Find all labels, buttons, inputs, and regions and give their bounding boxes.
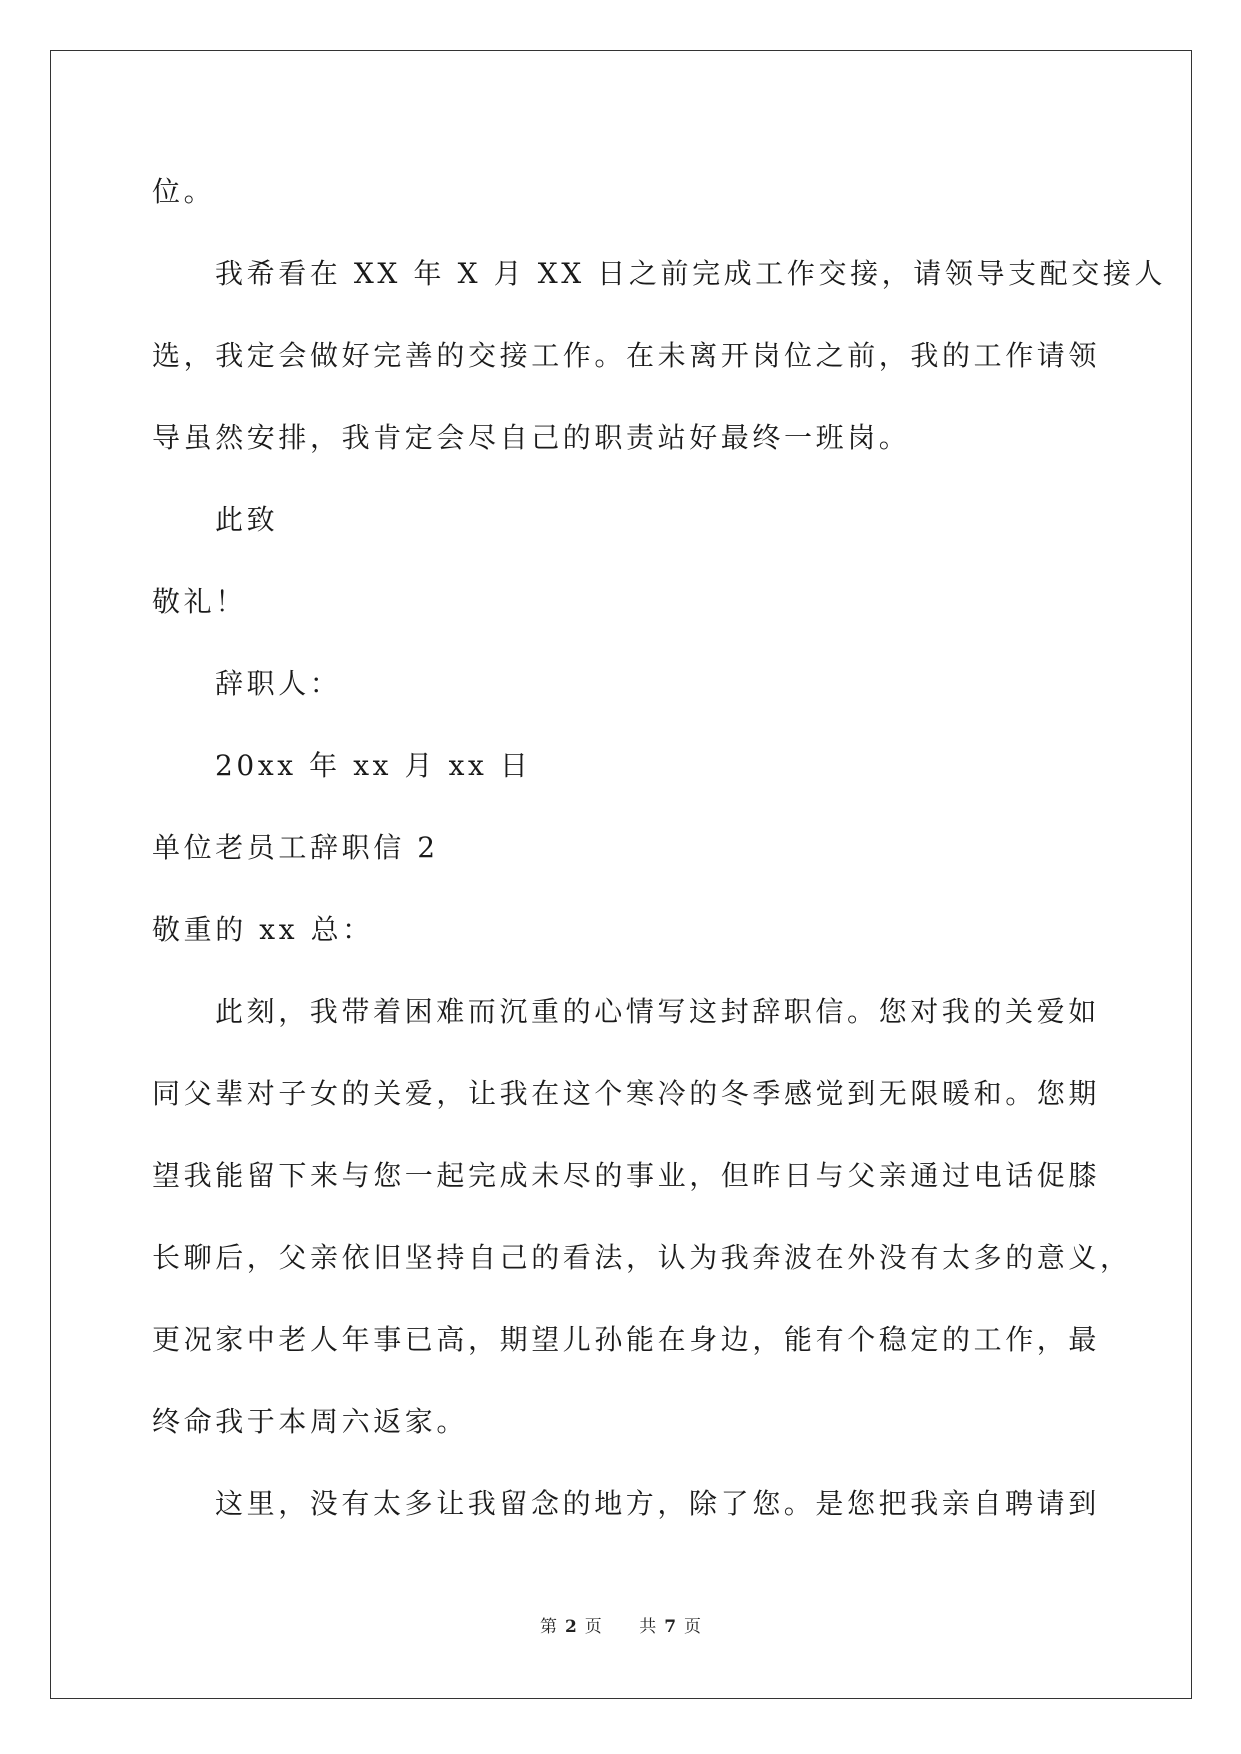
text-line: 位。 [152, 175, 216, 208]
text-line: 更况家中老人年事已高，期望儿孙能在身边，能有个稳定的工作，最 [152, 1323, 1101, 1356]
closing-respect: 敬礼！ [152, 585, 247, 618]
text-line: 导虽然安排，我肯定会尽自己的职责站好最终一班岗。 [152, 421, 911, 454]
page-number: 第 2 页 [539, 1617, 602, 1637]
section-heading: 单位老员工辞职信 2 [152, 831, 439, 864]
text-line: 长聊后，父亲依旧坚持自己的看法，认为我奔波在外没有太多的意义， [152, 1241, 1132, 1274]
page-footer [0, 1612, 1241, 1637]
text-line: 同父辈对子女的关爱，让我在这个寒冷的冬季感觉到无限暖和。您期 [152, 1077, 1101, 1110]
closing-salutation: 此致 [215, 503, 279, 536]
page-total: 共 7 页 [639, 1617, 702, 1637]
text-line: 终命我于本周六返家。 [152, 1405, 469, 1438]
document-body [152, 166, 1167, 1560]
text-line: 此刻，我带着困难而沉重的心情写这封辞职信。您对我的关爱如 [215, 995, 1100, 1028]
text-line: 望我能留下来与您一起完成未尽的事业，但昨日与父亲通过电话促膝 [152, 1159, 1101, 1192]
signature-label: 辞职人： [215, 667, 342, 700]
text-line: 我希看在 XX 年 X 月 XX 日之前完成工作交接，请领导支配交接人 [215, 257, 1167, 290]
letter-greeting: 敬重的 xx 总： [152, 913, 374, 946]
text-line: 选，我定会做好完善的交接工作。在未离开岗位之前，我的工作请领 [152, 339, 1101, 372]
letter-date: 20xx 年 xx 月 xx 日 [215, 749, 532, 782]
text-line: 这里，没有太多让我留念的地方，除了您。是您把我亲自聘请到 [215, 1487, 1100, 1520]
